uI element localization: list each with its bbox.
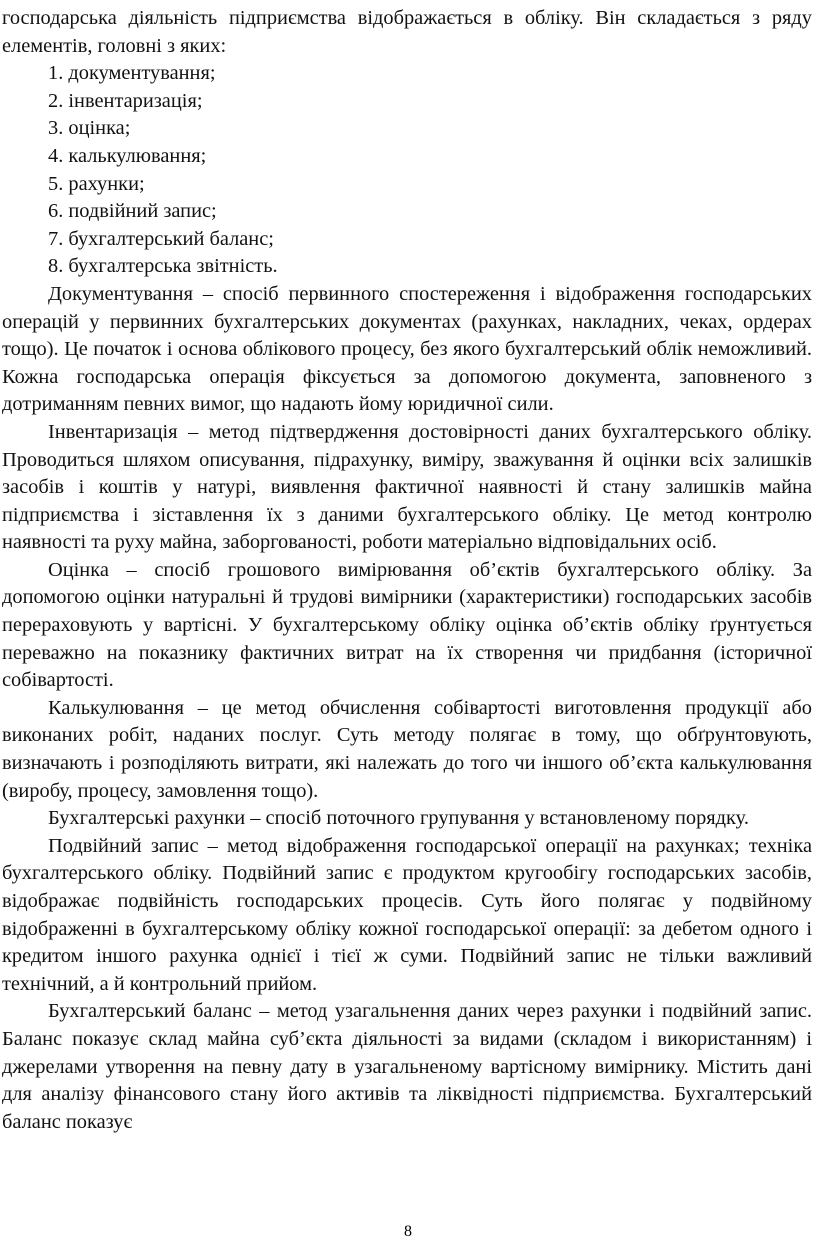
list-item: 8. бухгалтерська звітність. [48, 255, 278, 278]
elements-list [2, 60, 812, 281]
paragraph-accounts: Бухгалтерські рахунки – спосіб поточного групування у встановленому порядку. [48, 807, 749, 830]
list-item: 1. документування; [48, 62, 216, 85]
page-number: 8 [404, 1223, 412, 1240]
paragraph-documentation: Документування – спосіб первинного спостереження і відображення господарських операцій у первинних бухгалтерських документах (рахунках, накладних, чеках, ордерах тощо). Це початок і основа облікового процесу, без якого бухгалтерський облік неможливий. Кожна господарська операція фіксується за допомогою документа, заповненого з дотриманням певних вимог, що надають йому юридичної сили. [2, 282, 812, 416]
list-item: 4. калькулювання; [48, 144, 207, 167]
list-item: 6. подвійний запис; [48, 200, 217, 223]
intro-paragraph: господарська діяльність підприємства відображається в обліку. Він складається з ряду елементів, головні з яких: [2, 7, 812, 57]
list-item: 3. оцінка; [48, 117, 131, 140]
paragraph-inventory: Інвентаризація – метод підтвердження достовірності даних бухгалтерського обліку. Проводиться шляхом описування, підрахунку, виміру, зважування й оцінки всіх залишків засобів і коштів у натурі, виявлення фактичної наявності й стану залишків майна підприємства і зіставлення їх з даними бухгалтерського обліку. Це метод контролю наявності та руху майна, заборгованості, роботи матеріально відповідальних осіб. [2, 420, 812, 554]
paragraph-double-entry: Подвійний запис – метод відображення господарської операції на рахунках; техніка бухгалтерського обліку. Подвійний запис є продуктом кругообігу господарських засобів, відображає подвійність господарських процесів. Суть його полягає у подвійному відображенні в бухгалтерському обліку кожної господарської операції: за дебетом одного і кредитом іншого рахунка однієї і тієї ж суми. Подвійний запис не тільки важливий технічний, а й контрольний прийом. [2, 834, 812, 995]
list-item: 2. інвентаризація; [48, 89, 203, 112]
list-item: 7. бухгалтерський баланс; [48, 227, 274, 250]
paragraph-costing: Калькулювання – це метод обчислення собівартості виготовлення продукції або виконаних робіт, наданих послуг. Суть методу полягає в тому, що обґрунтовують, визначають і розподіляють витрати, які належать до того чи іншого об’єкта калькулювання (виробу, процесу, замовлення тощо). [2, 696, 812, 802]
paragraph-balance-sheet: Бухгалтерський баланс – метод узагальнення даних через рахунки і подвійний запис. Баланс показує склад майна суб’єкта діяльності за видами (складом і використанням) і джерелами утворення на певну дату в узагальненому вартісному вимірнику. Містить дані для аналізу фінансового стану його активів та ліквідності підприємства. Бухгалтерський баланс показує [2, 1000, 812, 1133]
list-item: 5. рахунки; [48, 172, 145, 195]
paragraph-valuation: Оцінка – спосіб грошового вимірювання об’єктів бухгалтерського обліку. За допомогою оцінки натуральні й трудові вимірники (характеристики) господарських засобів перераховують у вартісні. У бухгалтерському обліку оцінка об’єктів обліку ґрунтується переважно на показнику фактичних витрат на їх створення чи придбання (історичної собівартості. [2, 558, 812, 692]
